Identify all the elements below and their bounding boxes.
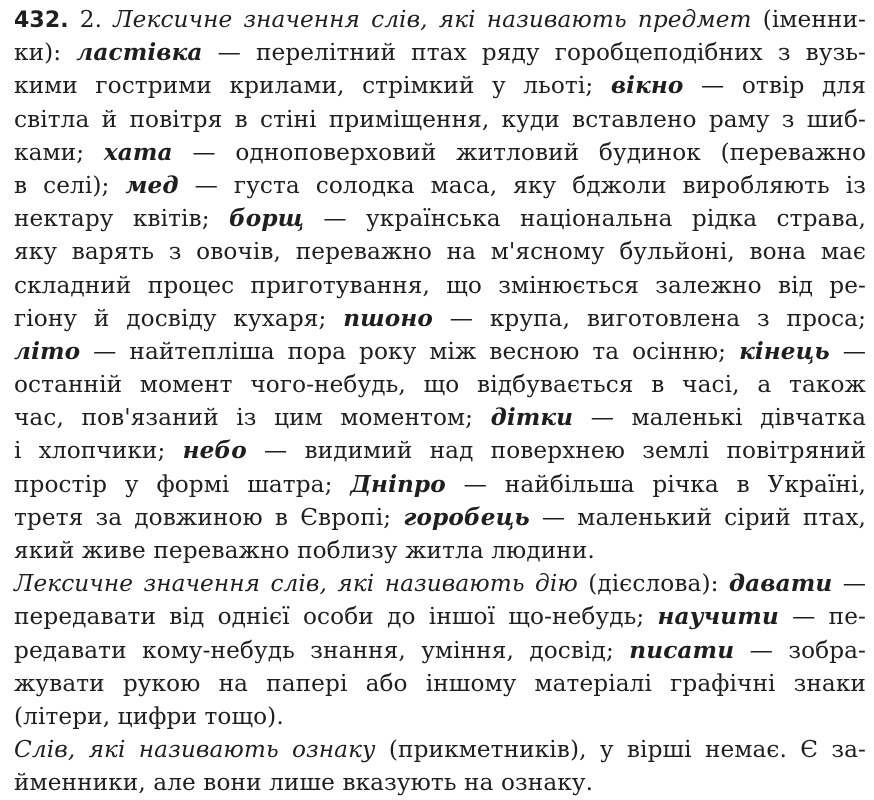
- text-line: [14, 434, 866, 467]
- defined-word: давати: [728, 570, 833, 598]
- body-text: — українська національна рідка страва,: [304, 205, 866, 233]
- defined-word: небо: [182, 437, 247, 465]
- defined-word: мед: [125, 171, 179, 199]
- text-line: [14, 169, 866, 202]
- text-line: [14, 269, 866, 302]
- body-text: ками;: [14, 138, 104, 166]
- text-line: [14, 401, 866, 434]
- defined-word: ластівка: [76, 39, 203, 67]
- body-text: нектару квітів;: [14, 205, 229, 233]
- body-text: ки):: [14, 39, 77, 67]
- text-line: [14, 136, 866, 169]
- exercise-text: [14, 3, 866, 800]
- body-text: — найтепліша пора року між весною та осінню;: [80, 337, 740, 365]
- body-text: — маленький сірий птах,: [529, 503, 866, 531]
- defined-word: пшоно: [343, 304, 433, 332]
- text-line: [14, 468, 866, 501]
- italic-heading-text: Лексичне значення слів, які називають дію: [14, 570, 578, 598]
- text-line: [14, 335, 866, 368]
- text-line: [14, 667, 866, 700]
- defined-word: писати: [629, 636, 735, 664]
- body-text: простір у формі шатра;: [14, 470, 351, 498]
- text-line: [14, 202, 866, 235]
- body-text: яку варять з овочів, переважно на м'ясному бульйоні, вона має: [14, 238, 866, 266]
- body-text: — отвір для: [683, 72, 866, 100]
- body-text: — маленькі дівчатка: [573, 404, 866, 432]
- body-text: який живе переважно поблизу житла людини.: [14, 537, 595, 564]
- body-text: — перелітний птах ряду горобцеподібних з вузь-: [202, 39, 866, 67]
- body-text: складний процес приготування, що змінюється залежно від ре-: [14, 271, 866, 299]
- body-text: — видимий над поверхнею землі повітряний: [246, 437, 867, 465]
- body-text: (літери, цифри тощо).: [14, 702, 284, 730]
- body-text: час, пов'язаний із цим моментом;: [14, 404, 491, 432]
- text-line: [14, 600, 866, 633]
- text-line: [14, 700, 866, 733]
- item-number: 2.: [79, 6, 103, 33]
- text-line: [14, 235, 866, 268]
- defined-word: вікно: [610, 72, 684, 100]
- defined-word: Дніпро: [350, 470, 446, 498]
- body-text: (прикметників), у вірші немає. Є за-: [375, 736, 866, 764]
- text-line: [14, 501, 866, 534]
- body-text: і хлопчики;: [14, 437, 183, 465]
- text-line: [14, 302, 866, 335]
- body-text: (дієслова):: [577, 570, 729, 598]
- italic-heading-text: Лексичне значення слів, які називають предмет: [113, 6, 752, 33]
- body-text: жувати рукою на папері або іншому матеріалі графічні знаки: [14, 669, 866, 697]
- text-line: [14, 368, 866, 401]
- body-text: — крупа, виготовлена з проса;: [432, 304, 866, 332]
- body-text: передавати від однієї особи до іншої що-небудь;: [14, 603, 658, 631]
- text-line: [14, 634, 866, 667]
- body-text: в селі);: [14, 171, 126, 199]
- defined-word: літо: [14, 337, 81, 365]
- text-line: [14, 534, 866, 567]
- body-text: — густа солодка маса, яку бджоли виробляють із: [178, 171, 866, 199]
- text-line: [14, 766, 866, 799]
- body-text: — одноповерховий житловий будинок (переважно: [172, 138, 867, 166]
- body-text: редавати кому-небудь знання, уміння, досвід;: [14, 636, 630, 664]
- text-line: [14, 733, 866, 766]
- body-text: —: [832, 570, 867, 598]
- text-line: [14, 36, 866, 69]
- text-line: [14, 103, 866, 136]
- defined-word: дітки: [490, 404, 574, 432]
- body-text: — зобра-: [734, 636, 866, 664]
- defined-word: научити: [657, 603, 779, 631]
- text-line: [14, 3, 866, 36]
- body-text: — пе-: [778, 603, 866, 631]
- body-text: світла й повітря в стіні приміщення, куди вставлено раму з шиб-: [14, 105, 866, 133]
- body-text: (іменни-: [751, 6, 866, 33]
- body-text: кими гострими крилами, стрімкий у льоті;: [14, 72, 611, 100]
- body-text: третя за довжиною в Європі;: [14, 503, 404, 531]
- exercise-number: 432.: [14, 8, 69, 33]
- defined-word: горобець: [403, 503, 530, 531]
- body-text: гіону й досвіду кухаря;: [14, 304, 344, 332]
- defined-word: кінець: [739, 337, 830, 365]
- defined-word: хата: [103, 138, 173, 166]
- body-text: — найбільша річка в Україні,: [445, 470, 866, 498]
- defined-word: борщ: [228, 205, 305, 233]
- body-text: йменники, але вони лише вказують на ознаку.: [14, 769, 594, 797]
- italic-heading-text: Слів, які називають ознаку: [14, 736, 376, 764]
- body-text: —: [829, 337, 866, 365]
- text-line: [14, 69, 866, 102]
- text-line: [14, 567, 866, 600]
- body-text: останній момент чого-небудь, що відбувається в часі, а також: [14, 371, 866, 399]
